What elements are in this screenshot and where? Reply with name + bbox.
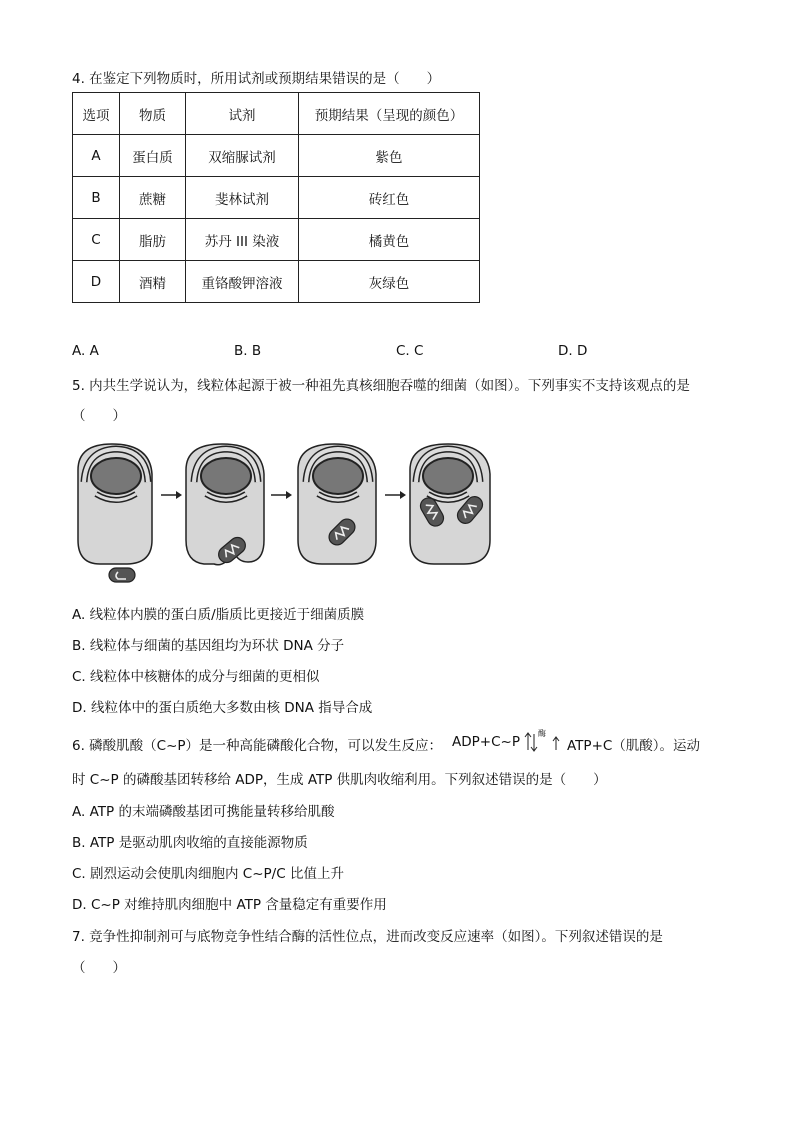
- table-cell: 蛋白质: [120, 135, 186, 177]
- table-header-cell: 预期结果（呈现的颜色）: [299, 93, 480, 135]
- table-header-cell: 物质: [120, 93, 186, 135]
- arrow-3: [385, 491, 406, 499]
- q4-option-b[interactable]: B. B: [234, 343, 262, 359]
- table-cell: 橘黄色: [299, 219, 480, 261]
- q5-option-a[interactable]: A. 线粒体内膜的蛋白质/脂质比更接近于细菌质膜: [72, 607, 365, 623]
- table-cell: D: [73, 261, 120, 303]
- q6-stem-prefix: 6. 磷酸肌酸（C~P）是一种高能磷酸化合物，可以发生反应：: [72, 738, 443, 754]
- table-header-cell: 选项: [73, 93, 120, 135]
- q5-option-c[interactable]: C. 线粒体中核糖体的成分与细菌的更相似: [72, 669, 320, 685]
- q6-option-b[interactable]: B. ATP 是驱动肌肉收缩的直接能源物质: [72, 835, 308, 851]
- cell-stage-3: [298, 444, 376, 564]
- table-cell: 砖红色: [299, 177, 480, 219]
- arrow-2: [271, 491, 292, 499]
- table-cell: 灰绿色: [299, 261, 480, 303]
- arrow-1: [161, 491, 182, 499]
- q4-option-a[interactable]: A. A: [72, 343, 99, 359]
- table-cell: 紫色: [299, 135, 480, 177]
- q7-stem-line2: （ ）: [72, 960, 126, 976]
- table-cell: C: [73, 219, 120, 261]
- table-cell: 重铬酸钾溶液: [186, 261, 299, 303]
- table-row: [73, 219, 480, 261]
- q4-stem: 4. 在鉴定下列物质时，所用试剂或预期结果错误的是（ ）: [72, 71, 441, 87]
- q4-option-c[interactable]: C. C: [396, 343, 424, 359]
- table-cell: B: [73, 177, 120, 219]
- table-header-cell: 试剂: [186, 93, 299, 135]
- table-cell: A: [73, 135, 120, 177]
- cell-stage-4: [410, 444, 490, 564]
- q5-option-b[interactable]: B. 线粒体与细菌的基因组均为环状 DNA 分子: [72, 638, 345, 654]
- reagent-table: [72, 92, 480, 303]
- table-row: [73, 177, 480, 219]
- free-bacterium: [109, 568, 135, 582]
- table-cell: 蔗糖: [120, 177, 186, 219]
- q6-stem-line2: 时 C~P 的磷酸基团转移给 ADP，生成 ATP 供肌肉收缩利用。下列叙述错误的是（ ）: [72, 772, 607, 788]
- q5-option-d[interactable]: D. 线粒体中的蛋白质绝大多数由核 DNA 指导合成: [72, 700, 373, 716]
- endosymbiosis-figure: [72, 440, 512, 585]
- q6-reaction-left: ADP+C~P: [452, 734, 520, 750]
- q5-stem-line2: （ ）: [72, 408, 126, 424]
- table-cell: 脂肪: [120, 219, 186, 261]
- q6-option-a[interactable]: A. ATP 的末端磷酸基团可携能量转移给肌酸: [72, 804, 335, 820]
- table-cell: 双缩脲试剂: [186, 135, 299, 177]
- table-cell: 苏丹 III 染液: [186, 219, 299, 261]
- q6-enzyme-label: 酶: [538, 729, 546, 738]
- table-cell: 斐林试剂: [186, 177, 299, 219]
- table-row: [73, 135, 480, 177]
- q4-option-d[interactable]: D. D: [558, 343, 588, 359]
- cell-stage-1: [78, 444, 152, 582]
- q6-reaction-right: ATP+C（肌酸）。运动: [567, 738, 701, 754]
- table-row: [73, 261, 480, 303]
- q6-option-d[interactable]: D. C~P 对维持肌肉细胞中 ATP 含量稳定有重要作用: [72, 897, 387, 913]
- table-cell: 酒精: [120, 261, 186, 303]
- q5-stem-line1: 5. 内共生学说认为，线粒体起源于被一种祖先真核细胞吞噬的细菌（如图）。下列事实不支持该观点的是: [72, 378, 690, 394]
- q7-stem-line1: 7. 竞争性抑制剂可与底物竞争性结合酶的活性位点，进而改变反应速率（如图）。下列叙述错误的是: [72, 929, 663, 945]
- q6-option-c[interactable]: C. 剧烈运动会使肌肉细胞内 C~P/C 比值上升: [72, 866, 344, 882]
- cell-stage-2: [186, 444, 264, 566]
- table-header-row: [73, 93, 480, 135]
